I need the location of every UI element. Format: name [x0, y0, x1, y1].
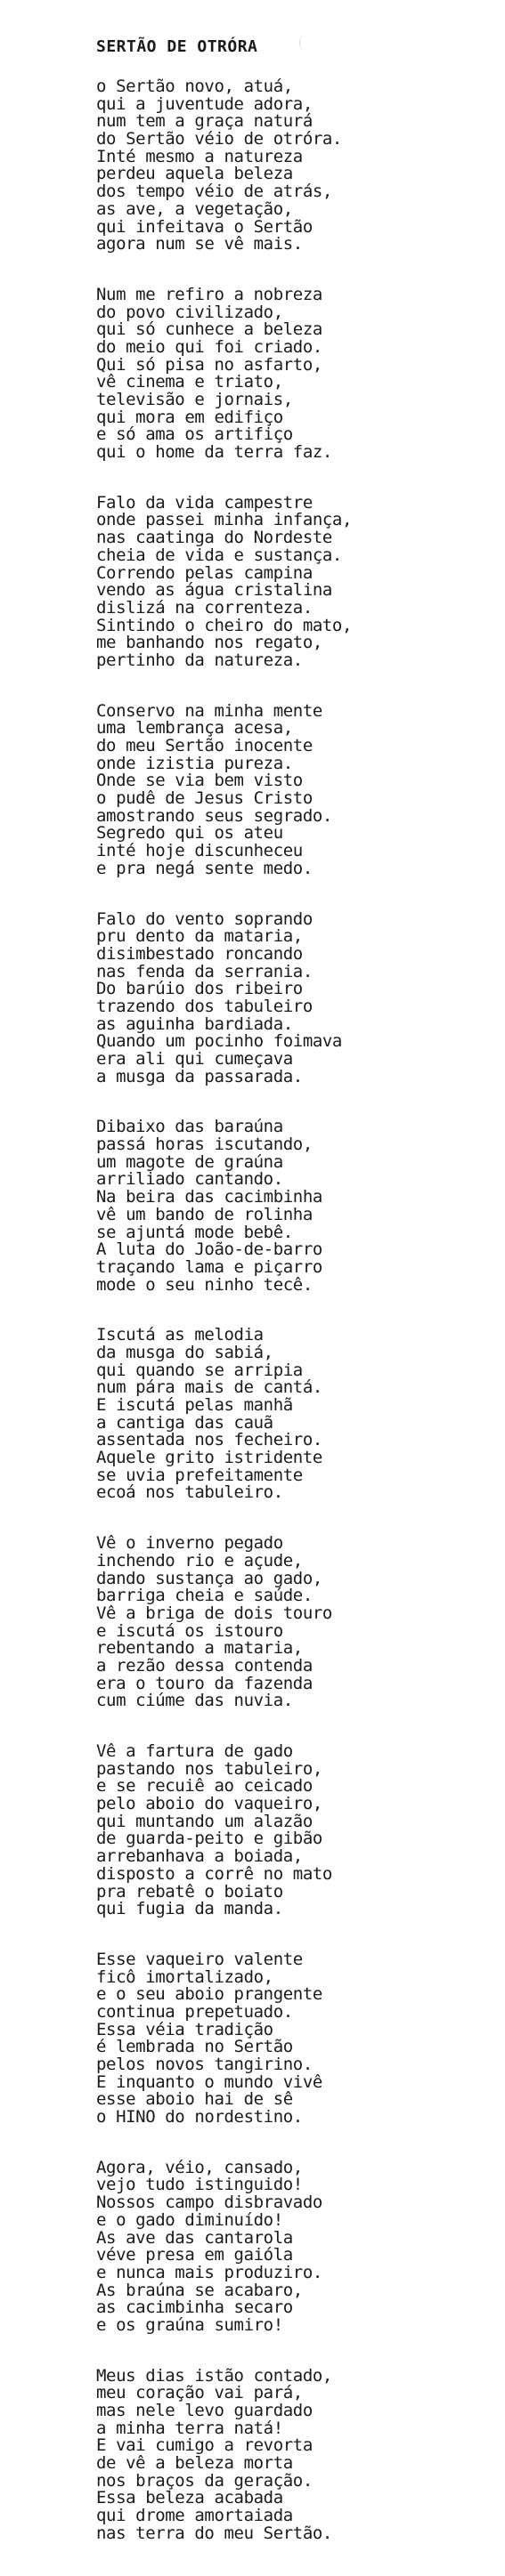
poem-line: ficô imortalizado, [96, 1966, 273, 1987]
poem-line: o pudê de Jesus Cristo [96, 788, 313, 809]
poem-line: e os graúna sumiro! [96, 2314, 283, 2335]
poem-line: Vê a fartura de gado [96, 1741, 293, 1761]
poem-line: Na beira das cacimbinha [96, 1187, 322, 1207]
poem-line: barriga cheia e saúde. [96, 1586, 313, 1606]
poem-line: dos tempo véio de atrás, [96, 182, 332, 202]
stanza [96, 1327, 488, 1502]
poem-line: Onde se via bem visto [96, 771, 303, 791]
scan-smudge [299, 36, 309, 50]
poem-line: um magote de graúna [96, 1151, 283, 1172]
poem-line: Nossos campo disbravado [96, 2192, 322, 2213]
poem-line: Quando um pocinho foimava [96, 1031, 342, 1052]
poem-line: vê um bando de rolinha [96, 1204, 313, 1224]
poem-line: e pra negá sente medo. [96, 858, 313, 878]
poem-line: As braúna se acabaro, [96, 2280, 303, 2300]
poem-line: do Sertão véio de otróra. [96, 129, 342, 149]
poem-line: onde passei minha infança, [96, 510, 353, 530]
poem-line: nas fenda da serrania. [96, 961, 313, 981]
poem-line: é lembrada no Sertão [96, 2037, 293, 2057]
poem-line: o HINO do nordestino. [96, 2107, 303, 2128]
poem-line: onde izistia pureza. [96, 753, 293, 773]
poem-line: qui a juventude adora, [96, 93, 313, 114]
poem-line: disposto a corrê no mato [96, 1863, 332, 1884]
poem-line: a cantiga das cauã [96, 1412, 273, 1433]
poem-line: Dibaixo das baraúna [96, 1117, 283, 1137]
poem-line: e só ama os artifiço [96, 424, 293, 445]
poem-line: me banhando nos regato, [96, 633, 322, 653]
stanza [96, 1535, 488, 1710]
poem-line: qui o home da terra faz. [96, 442, 332, 463]
poem-line: assentada nos fecheiro. [96, 1430, 322, 1450]
poem-title: SERTÃO DE OTRÓRA [96, 37, 258, 56]
poem-line: vendo as água cristalina [96, 580, 332, 601]
poem-line: qui mora em edifiço [96, 407, 283, 427]
poem-line: pru dento da mataria, [96, 926, 303, 947]
poem-line: Inté mesmo a natureza [96, 146, 303, 166]
poem-line: qui só cunhece a beleza [96, 319, 322, 340]
poem-line: amostrando seus segrado. [96, 805, 332, 826]
poem-line: mas nele levo guardado [96, 2401, 313, 2420]
stanza [96, 78, 488, 254]
poem-line: Falo do vento soprando [96, 908, 313, 929]
poem-line: Vê a briga de dois touro [96, 1603, 332, 1623]
poem-line: trazendo dos tabuleiro [96, 996, 313, 1016]
poem-line: pastando nos tabuleiro, [96, 1758, 322, 1779]
poem-line: vejo tudo istinguido! [96, 2175, 303, 2195]
poem-line: inté hoje discunheceu [96, 841, 303, 861]
stanza [96, 700, 488, 878]
poem-line: uma lembrança acesa, [96, 718, 293, 739]
poem-line: e se recuiê ao ceicado [96, 1776, 313, 1797]
poem-line: Correndo pelas campina [96, 562, 313, 583]
poem-line: a minha terra natá! [96, 2418, 283, 2438]
poem-line: era ali qui cumeçava [96, 1049, 293, 1069]
stanza [96, 908, 488, 1086]
poem-line: Vê o inverno pegado [96, 1533, 283, 1554]
poem-line: Falo da vida campestre [96, 492, 313, 513]
poem-line: Esse vaqueiro valente [96, 1949, 303, 1969]
poem-line: se uvia prefeitamente [96, 1465, 303, 1485]
poem-line: véve presa em gaióla [96, 2245, 293, 2265]
poem-body [96, 78, 488, 2576]
poem-line: traçando lama e piçarro [96, 1256, 322, 1277]
poem-line: E iscutá pelas manhã [96, 1395, 293, 1415]
poem-line: de vê a beleza morta [96, 2453, 293, 2474]
poem-line: o Sertão novo, atuá, [96, 77, 293, 96]
poem-line: nas caatinga do Nordeste [96, 528, 332, 548]
poem-line: Segredo qui os ateu [96, 823, 283, 844]
poem-line: Conservo na minha mente [96, 700, 322, 721]
poem-line: e iscutá os istouro [96, 1620, 283, 1641]
poem-line: e o gado diminuído! [96, 2209, 283, 2230]
poem-line: num tem a graça naturá [96, 111, 313, 132]
poem-line: pelos novos tangirino. [96, 2055, 313, 2074]
poem-line: Agora, véio, cansado, [96, 2157, 303, 2177]
poem-line: nos braços da geração. [96, 2470, 313, 2491]
stanza [96, 1951, 488, 2127]
stanza [96, 1743, 488, 1918]
poem-line: era o touro da fazenda [96, 1673, 313, 1693]
poem-line: E inquanto o mundo vivê [96, 2071, 322, 2092]
poem-line: Essa beleza acabada [96, 2488, 283, 2508]
poem-line: agora num se vê mais. [96, 234, 303, 254]
poem-line: Do barúio dos ribeiro [96, 979, 303, 999]
poem-line: pra rebatê o boiato [96, 1881, 283, 1902]
poem-line: num pára mais de cantá. [96, 1377, 322, 1398]
poem-line: Num me refiro a nobreza [96, 284, 322, 304]
poem-line: qui fugia da manda. [96, 1899, 283, 1919]
poem-line: vê cinema e triato, [96, 372, 283, 392]
poem-line: perdeu aquela beleza [96, 164, 293, 184]
poem-line: passá horas iscutando, [96, 1135, 313, 1155]
poem-line: arriliado cantando. [96, 1169, 283, 1190]
poem-line: E vai cumigo a revorta [96, 2435, 313, 2456]
poem-line: as cacimbinha secaro [96, 2297, 293, 2318]
stanza [96, 2157, 488, 2335]
poem-line: as aguinha bardiada. [96, 1013, 293, 1034]
poem-line: qui quando se arripia [96, 1360, 303, 1380]
poem-line: qui drome amortaiada [96, 2506, 293, 2526]
poem-line: dando sustança ao gado, [96, 1568, 322, 1588]
poem-line: pelo aboio do vaqueiro, [96, 1794, 322, 1814]
poem-line: disimbestado roncando [96, 943, 303, 964]
poem-line: de guarda-peito e gibão [96, 1829, 322, 1849]
poem-line: Aquele grito istridente [96, 1448, 322, 1468]
poem-line: e nunca mais produziro. [96, 2262, 322, 2282]
poem-line: a musga da passarada. [96, 1066, 303, 1086]
poem-line: e o seu aboio prangente [96, 1984, 322, 2005]
poem-line: do meu Sertão inocente [96, 736, 313, 755]
poem-line: da musga do sabiá, [96, 1342, 273, 1362]
stanza [96, 2365, 488, 2543]
poem-line: Sintindo o cheiro do mato, [96, 615, 353, 635]
stanza [96, 492, 488, 670]
poem-line: Iscutá as melodia [96, 1325, 264, 1345]
stanza [96, 284, 488, 463]
poem-line: As ave das cantarola [96, 2227, 293, 2248]
poem-line: meu coração vai pará, [96, 2383, 303, 2403]
poem-line: se ajuntá mode bebê. [96, 1222, 293, 1242]
poem-line: arrebanhava a boiada, [96, 1846, 303, 1867]
poem-line: rebentando a mataria, [96, 1638, 303, 1659]
poem-line: do meio qui foi criado. [96, 336, 322, 357]
poem-line: dislizá na correnteza. [96, 597, 313, 618]
poem-line: nas terra do meu Sertão. [96, 2523, 332, 2543]
poem-line: Meus dias istão contado, [96, 2365, 332, 2386]
poem-line: cum ciúme das nuvia. [96, 1691, 293, 1711]
poem-line: Essa véia tradição [96, 2019, 273, 2039]
poem-line: pertinho da natureza. [96, 650, 303, 670]
poem-line: Qui só pisa no asfarto, [96, 354, 322, 375]
poem-line: esse aboio hai de sê [96, 2089, 293, 2110]
poem-line: televisão e jornais, [96, 390, 293, 409]
poem-line: a rezão dessa contenda [96, 1655, 313, 1676]
poem-line: cheia de vida e sustança. [96, 545, 342, 565]
poem-line: continua prepetuado. [96, 2001, 293, 2022]
poem-line: qui infeitava o Sertão [96, 216, 313, 237]
poem-line: as ave, a vegetação, [96, 198, 293, 219]
poem-line: inchendo rio e açude, [96, 1550, 303, 1571]
poem-line: do povo civilizado, [96, 302, 283, 322]
poem-line: ecoá nos tabuleiro. [96, 1482, 283, 1503]
poem-line: A luta do João-de-barro [96, 1240, 322, 1260]
poem-line: mode o seu ninho tecê. [96, 1274, 313, 1295]
stanza [96, 1118, 488, 1294]
poem-line: qui muntando um alazão [96, 1811, 313, 1831]
